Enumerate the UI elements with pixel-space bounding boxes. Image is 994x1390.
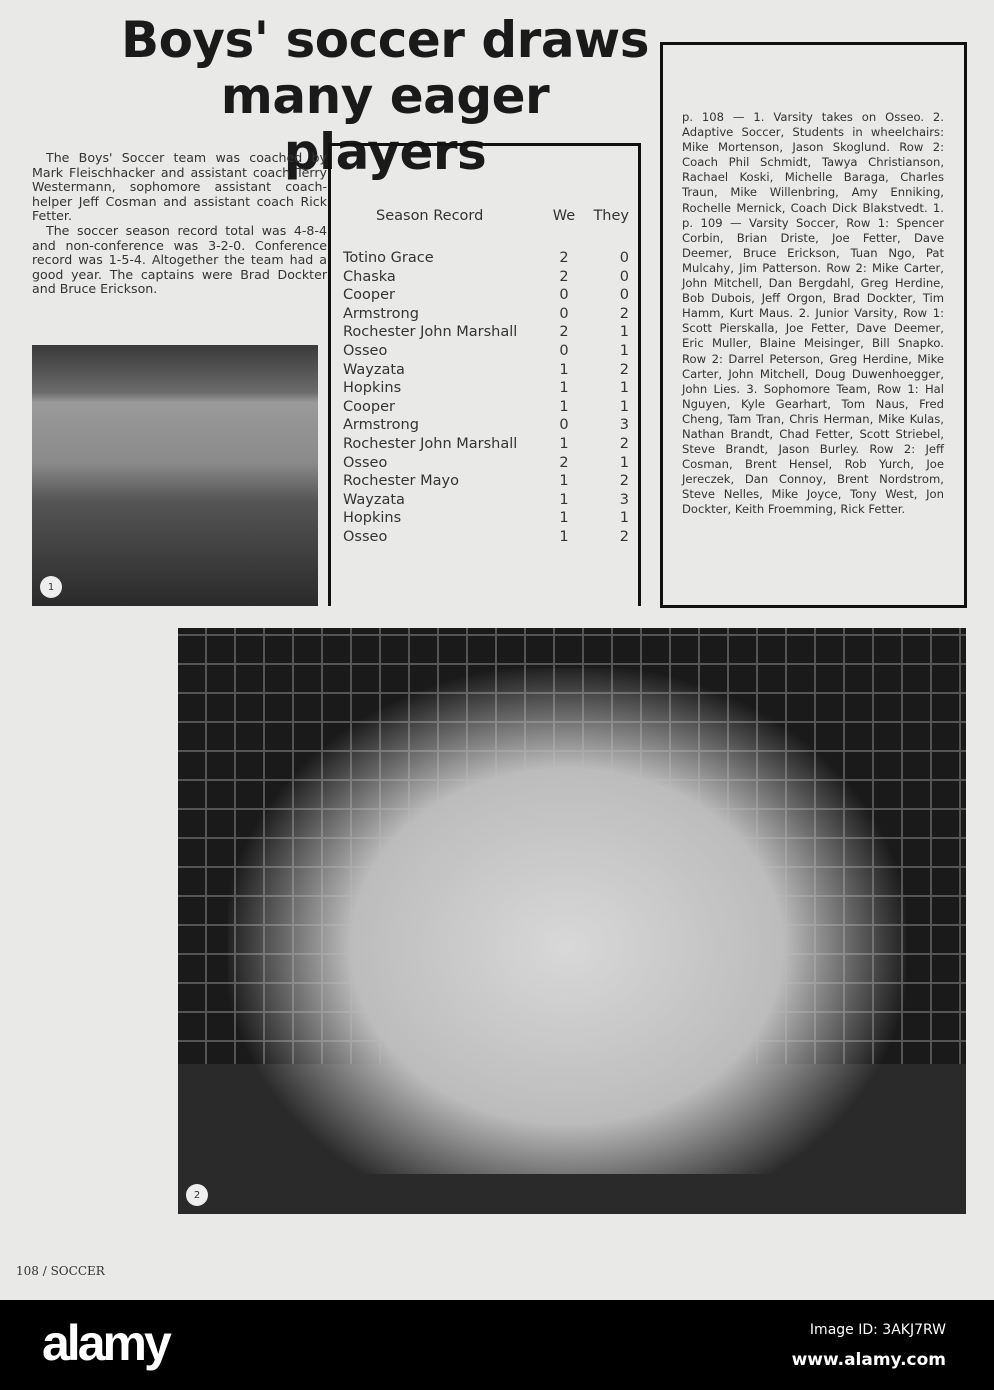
- photo-number-badge: 2: [186, 1184, 208, 1206]
- watermark-bar: [0, 1300, 994, 1390]
- they-score-cell: 2: [619, 435, 629, 452]
- they-score-cell: 2: [619, 305, 629, 322]
- we-score-cell: 0: [559, 417, 569, 434]
- table-row: [343, 323, 633, 342]
- table-row: [343, 528, 633, 547]
- we-score-cell: 1: [559, 435, 569, 452]
- they-score-cell: 1: [619, 398, 629, 415]
- opponent-cell: Totino Grace: [343, 250, 434, 266]
- they-score-cell: 3: [619, 417, 629, 434]
- we-score-cell: 2: [559, 324, 569, 341]
- opponent-cell: Hopkins: [343, 380, 402, 397]
- table-row: [343, 435, 633, 454]
- opponent-cell: Cooper: [343, 287, 395, 304]
- header-they: They: [593, 208, 629, 224]
- table-row: [343, 249, 633, 268]
- varsity-game-photo: [32, 345, 318, 606]
- we-score-cell: 2: [559, 250, 569, 266]
- we-score-cell: 1: [559, 398, 569, 415]
- they-score-cell: 1: [619, 342, 629, 359]
- we-score-cell: 1: [559, 361, 569, 378]
- we-score-cell: 0: [559, 287, 569, 304]
- we-score-cell: 2: [559, 268, 569, 285]
- intro-text: [32, 151, 327, 297]
- table-row: [343, 379, 633, 398]
- table-row: [343, 509, 633, 528]
- opponent-cell: Wayzata: [343, 361, 405, 378]
- image-id: Image ID: 3AKJ7RW: [809, 1322, 946, 1338]
- they-score-cell: 0: [619, 250, 629, 266]
- we-score-cell: 1: [559, 380, 569, 397]
- opponent-cell: Rochester John Marshall: [343, 435, 518, 452]
- team-group: [228, 668, 906, 1174]
- title-line-1: Boys' soccer draws: [120, 11, 650, 69]
- table-header: [343, 207, 633, 229]
- they-score-cell: 0: [619, 287, 629, 304]
- opponent-cell: Wayzata: [343, 491, 405, 508]
- opponent-cell: Osseo: [343, 528, 388, 545]
- they-score-cell: 2: [619, 528, 629, 545]
- table-row: [343, 398, 633, 417]
- alamy-logo: alamy: [42, 1315, 169, 1371]
- season-record-table: [343, 207, 633, 547]
- title-line-2: many eager players: [220, 67, 550, 181]
- table-row: [343, 491, 633, 510]
- they-score-cell: 3: [619, 491, 629, 508]
- they-score-cell: 1: [619, 510, 629, 527]
- table-row: [343, 305, 633, 324]
- header-opponent: Season Record: [376, 208, 484, 224]
- they-score-cell: 1: [619, 454, 629, 471]
- intro-paragraph: The soccer season record total was 4-8-4 and non-conference was 3-2-0. Conference record was 1-5-4. Altogether the team had a good year. The captains were Brad Dockter and Bruce Erickson.: [32, 222, 327, 297]
- they-score-cell: 1: [619, 324, 629, 341]
- we-score-cell: 0: [559, 342, 569, 359]
- we-score-cell: 1: [559, 473, 569, 490]
- we-score-cell: 1: [559, 528, 569, 545]
- table-row: [343, 416, 633, 435]
- opponent-cell: Chaska: [343, 268, 396, 285]
- table-row: [343, 361, 633, 380]
- watermark-url: www.alamy.com: [791, 1350, 946, 1370]
- opponent-cell: Osseo: [343, 342, 388, 359]
- intro-paragraph: The Boys' Soccer team was coached by Mark Fleischhacker and assistant coach Terry Westermann, sophomore assistant coach-helper Jeff Cosman and assistant coach Rick Fetter.: [32, 150, 327, 224]
- they-score-cell: 2: [619, 473, 629, 490]
- we-score-cell: 1: [559, 510, 569, 527]
- opponent-cell: Hopkins: [343, 510, 402, 527]
- opponent-cell: Armstrong: [343, 417, 419, 434]
- adaptive-soccer-team-photo: [178, 628, 966, 1214]
- opponent-cell: Rochester Mayo: [343, 473, 459, 490]
- header-we: We: [552, 208, 576, 224]
- opponent-cell: Cooper: [343, 398, 395, 415]
- we-score-cell: 1: [559, 491, 569, 508]
- we-score-cell: 0: [559, 305, 569, 322]
- table-row: [343, 286, 633, 305]
- table-row: [343, 268, 633, 287]
- opponent-cell: Armstrong: [343, 305, 419, 322]
- photo-number-badge: 1: [40, 576, 62, 598]
- table-row: [343, 472, 633, 491]
- we-score-cell: 2: [559, 454, 569, 471]
- they-score-cell: 2: [619, 361, 629, 378]
- table-row: [343, 454, 633, 473]
- they-score-cell: 0: [619, 268, 629, 285]
- opponent-cell: Osseo: [343, 454, 388, 471]
- page-folio: 108 / SOCCER: [16, 1264, 105, 1278]
- they-score-cell: 1: [619, 380, 629, 397]
- opponent-cell: Rochester John Marshall: [343, 324, 518, 341]
- table-row: [343, 342, 633, 361]
- photo-captions: p. 108 — 1. Varsity takes on Osseo. 2. Adaptive Soccer, Students in wheelchairs: Mike Mortenson, Jason Skoglund. Row 2: Coach Phil Schmidt, Tawya Christianson, Rachael Koski, Michelle Baraga, Charles Traun, Mike Willenbring, Amy Enniking, Rochelle Mernick, Coach Dick Blakstvedt. 1. p. 109 — Varsity Soccer, Row 1: Spencer Corbin, Brian Driste, Joe Fetter, Dave Deemer, Bruce Erickson, Tuan Ngo, Pat Mulcahy, Jim Patterson. Row 2: Mike Carter, John Mitchell, Dan Bergdahl, Greg Herdine, Bob Dubois, Jeff Orgon, Brad Dockter, Tim Hamm, Kurt Maus. 2. Junior Varsity, Row 1: Scott Pierskalla, Joe Fetter, Dave Deemer, Eric Muller, Blaine Meisinger, Bill Snapko. Row 2: Darrel Peterson, Greg Herdine, Mike Carter, John Mitchell, Doug Duwenhoegger, John Lies. 3. Sophomore Team, Row 1: Hal Nguyen, Kyle Gearhart, Tom Naus, Fred Cheng, Tam Tran, Chris Herman, Mike Kulas, Nathan Brandt, Chad Fetter, Scott Striebel, Steve Brandt, Jason Burley. Row 2: Jeff Cosman, Brent Hensel, Rob Yurch, Joe Jereczek, Dan Connoy, Brent Nordstrom, Steve Nelles, Mike Joyce, Tony West, Jon Dockter, Keith Froemming, Rick Fetter.: [682, 110, 944, 517]
